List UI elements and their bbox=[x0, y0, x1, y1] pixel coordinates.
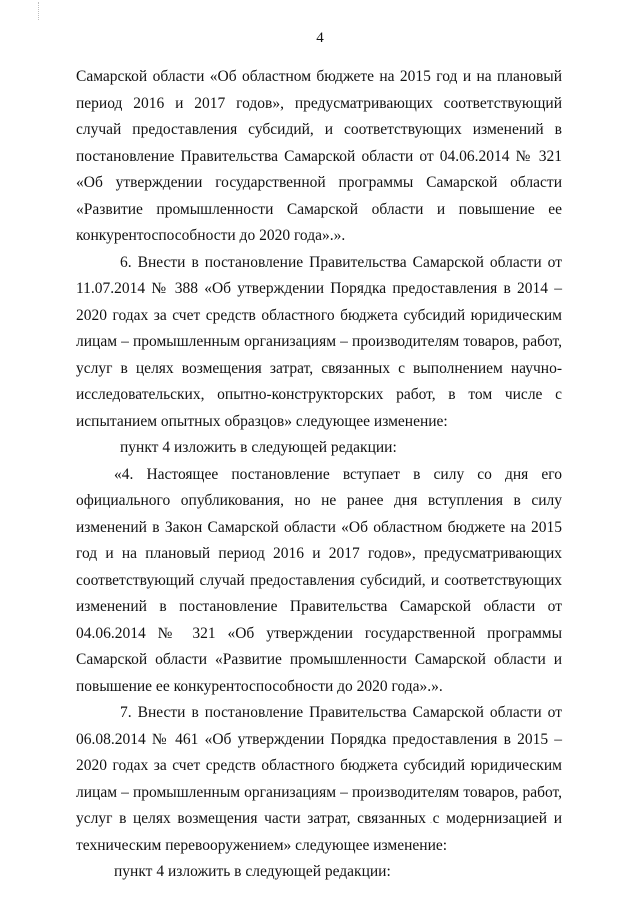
paragraph-item-6: 6. Внести в постановление Правительства Самарской области от 11.07.2014 № 388 «Об утверждении Порядка предоставления в 2014 – 2020 годах за счет средств областного бюджета субсидий юридическим лицам – промышленным организациям – производителям товаров, работ, услуг в целях возмещения затрат, связанных с выполнением научно-исследовательских, опытно-конструкторских работ, в том числе с испытанием опытных образцов» следующее изменение: bbox=[76, 253, 562, 430]
scan-margin-mark bbox=[38, 2, 40, 20]
paragraph-item-6-quote: «4. Настоящее постановление вступает в силу со дня его официального опубликования, но не ранее дня вступления в силу изменений в Закон Самарской области «Об областном бюджете на 2015 год и на плановый период 2016 и 2017 годов», предусматривающих соответствующий случай предоставления субсидий, и соответствующих изменений в постановление Правительства Самарской области от 04.06.2014 № 321 «Об утверждении государственной программы Самарской области «Развитие промышленности Самарской области и повышение ее конкурентоспособности до 2020 года».». bbox=[76, 465, 562, 695]
document-body bbox=[76, 64, 562, 886]
paragraph-item-7: 7. Внести в постановление Правительства Самарской области от 06.08.2014 № 461 «Об утверждении Порядка предоставления в 2015 – 2020 годах за счет средств областного бюджета субсидий юридическим лицам – промышленным организациям – производителям товаров, работ, услуг в целях возмещения части затрат, связанных с модернизацией и техническим перевооружением» следующее изменение: bbox=[76, 704, 562, 854]
page-number: 4 bbox=[316, 30, 324, 46]
paragraph-item-7-instruction: пункт 4 изложить в следующей редакции: bbox=[114, 863, 391, 880]
paragraph-continuation: Самарской области «Об областном бюджете на 2015 год и на плановый период 2016 и 2017 годов», предусматривающих соответствующий случай предоставления субсидий, и соответствующих изменений в постановление Правительства Самарской области от 04.06.2014 № 321 «Об утверждении государственной программы Самарской области «Развитие промышленности Самарской области и повышение ее конкурентоспособности до 2020 года».». bbox=[76, 68, 562, 244]
paragraph-item-6-instruction: пункт 4 изложить в следующей редакции: bbox=[120, 439, 397, 456]
